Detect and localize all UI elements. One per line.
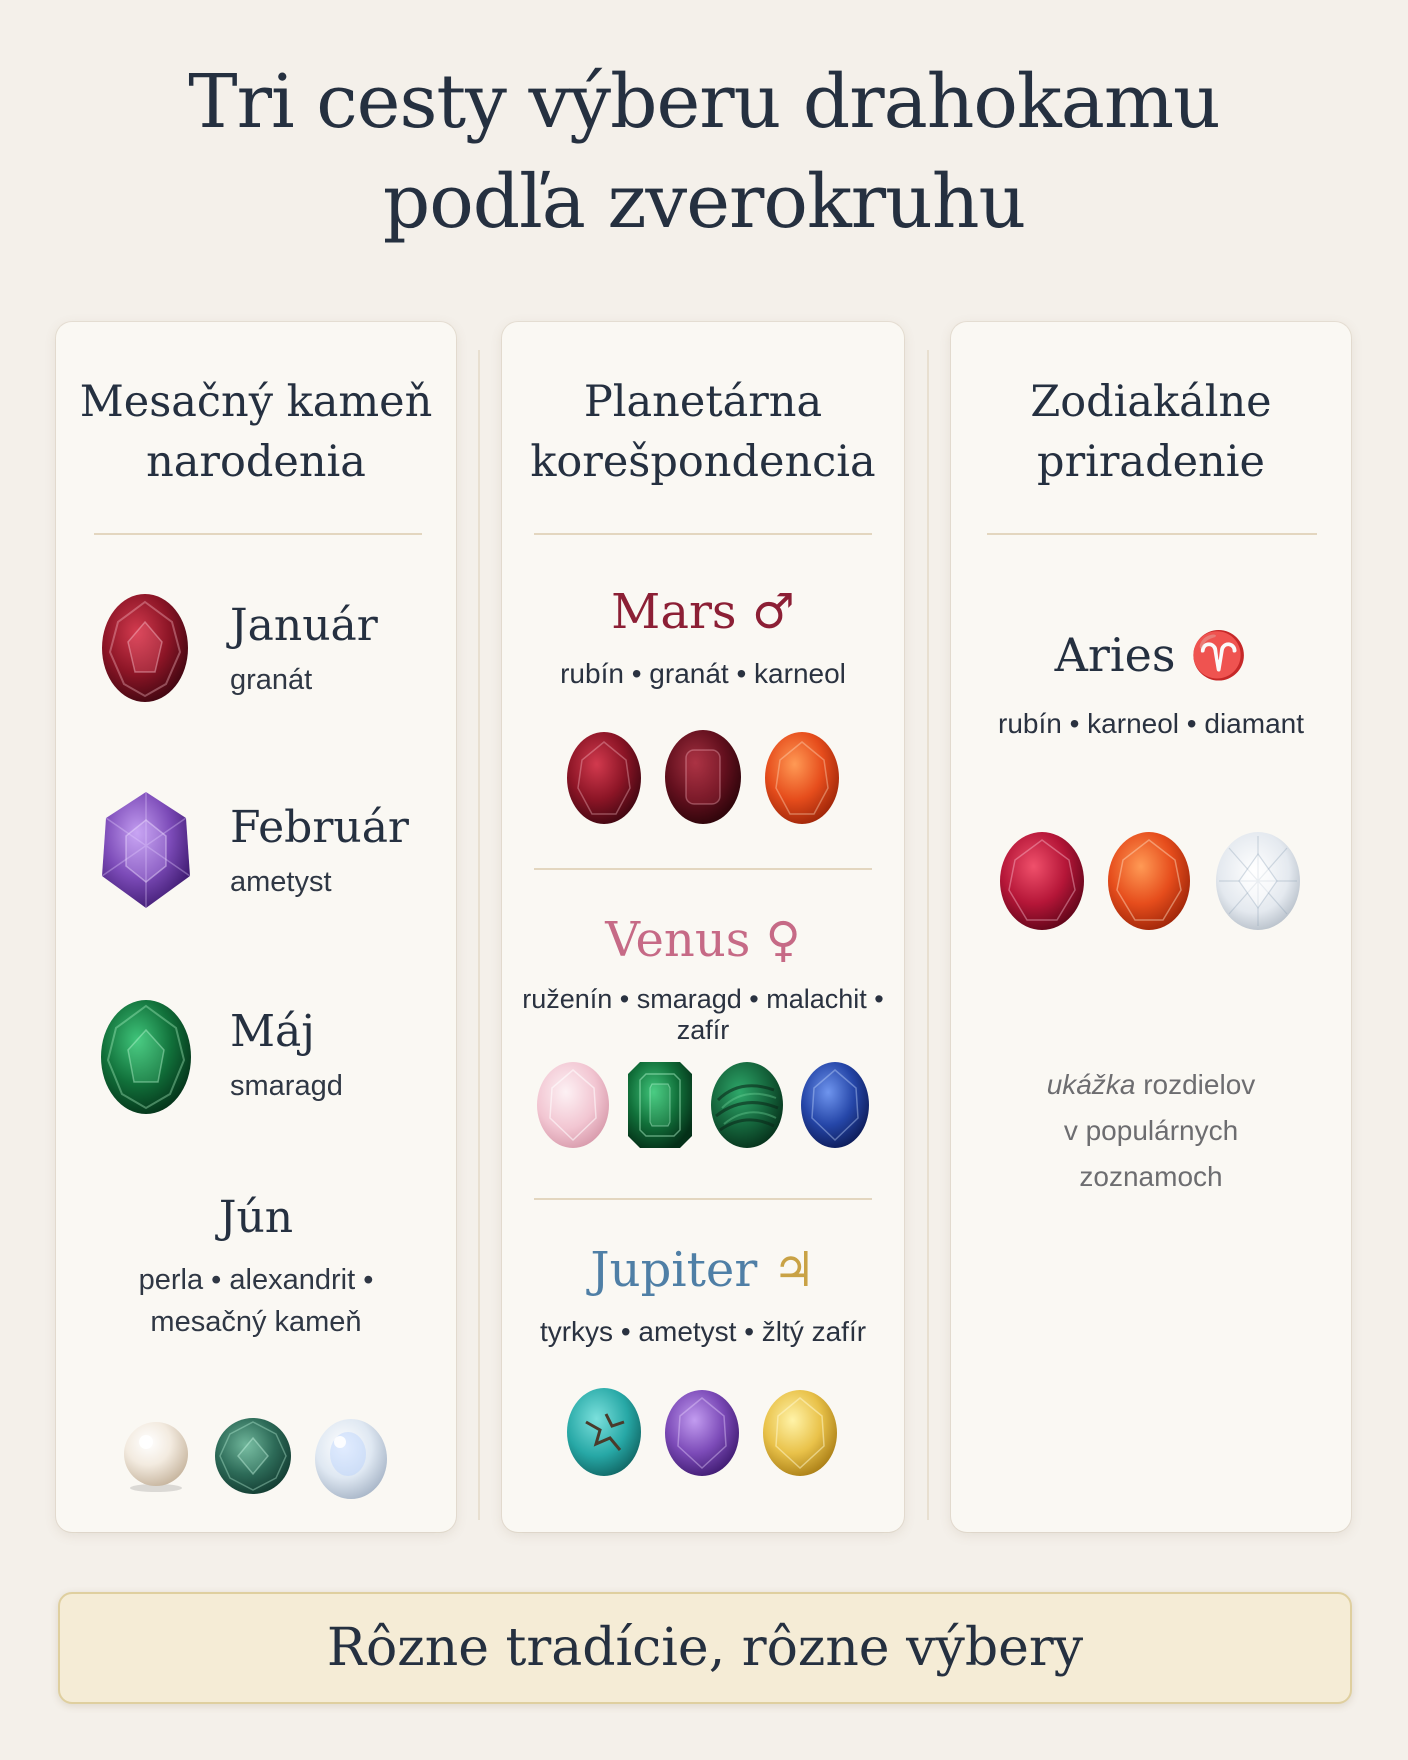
ruby-gem-icon bbox=[999, 830, 1085, 932]
planet-venus-name: Venus bbox=[605, 912, 751, 968]
heading-divider bbox=[534, 533, 872, 535]
sapphire-gem-icon bbox=[800, 1060, 870, 1150]
diamond-gem-icon bbox=[1215, 830, 1301, 932]
month-stone-january: granát bbox=[230, 664, 313, 696]
aries-symbol-icon: ♈ bbox=[1190, 628, 1248, 682]
rose-quartz-gem-icon bbox=[536, 1060, 610, 1150]
pearl-icon bbox=[122, 1420, 190, 1492]
page-title bbox=[0, 52, 1408, 252]
month-stone-may: smaragd bbox=[230, 1070, 343, 1102]
column-divider bbox=[478, 350, 480, 1520]
heading-divider bbox=[987, 533, 1317, 535]
birth-month-column bbox=[56, 322, 456, 1532]
planet-mars-name: Mars bbox=[611, 584, 737, 640]
jupiter-symbol-icon: ♃ bbox=[772, 1242, 816, 1298]
carnelian-gem-icon bbox=[764, 730, 840, 826]
zodiac-note: ukážka rozdielov v populárnych zoznamoch bbox=[1046, 1069, 1256, 1192]
month-name-june: Jún bbox=[218, 1192, 294, 1243]
month-stones-june-line1: perla • alexandrit • bbox=[138, 1264, 374, 1296]
amethyst-gem-icon bbox=[100, 790, 192, 910]
column-divider bbox=[927, 350, 929, 1520]
planet-venus-stones: ruženín • smaragd • malachit • zafír bbox=[522, 984, 884, 1045]
zodiac-heading: Zodiakálne priradenie bbox=[1030, 377, 1272, 487]
garnet-gem-icon bbox=[100, 592, 190, 704]
page-title-line2: podľa zverokruhu bbox=[382, 159, 1026, 245]
heading-divider bbox=[94, 533, 422, 535]
section-divider bbox=[534, 868, 872, 870]
month-name-january: Január bbox=[230, 600, 378, 651]
alexandrite-gem-icon bbox=[214, 1416, 292, 1496]
amethyst-gem-icon bbox=[664, 1388, 740, 1478]
page-title-line1: Tri cesty výberu drahokamu bbox=[188, 59, 1220, 145]
malachite-gem-icon bbox=[710, 1060, 784, 1150]
planet-mars-title bbox=[502, 584, 904, 640]
yellow-sapphire-gem-icon bbox=[762, 1388, 838, 1478]
mars-symbol-icon: ♂ bbox=[751, 584, 795, 640]
planetary-heading: Planetárna korešpondencia bbox=[530, 377, 876, 487]
zodiac-column bbox=[951, 322, 1351, 1532]
month-name-february: Február bbox=[230, 802, 409, 853]
turquoise-gem-icon bbox=[566, 1386, 642, 1478]
zodiac-stones: rubín • karneol • diamant bbox=[998, 708, 1304, 739]
planet-jupiter-title bbox=[502, 1242, 904, 1298]
venus-symbol-icon: ♀ bbox=[765, 912, 801, 968]
garnet-gem-icon bbox=[664, 728, 742, 826]
month-stone-february: ametyst bbox=[230, 866, 332, 898]
birth-month-heading: Mesačný kameň narodenia bbox=[79, 377, 433, 487]
section-divider bbox=[534, 1198, 872, 1200]
zodiac-note-italic: ukážka bbox=[1046, 1069, 1136, 1100]
planet-mars-stones: rubín • granát • karneol bbox=[560, 658, 846, 689]
month-stones-june-line2: mesačný kameň bbox=[150, 1306, 362, 1338]
zodiac-sign-name: Aries bbox=[1054, 628, 1176, 682]
moonstone-icon bbox=[314, 1418, 388, 1500]
planetary-column bbox=[502, 322, 904, 1532]
planet-jupiter-name: Jupiter bbox=[590, 1242, 758, 1298]
planet-venus-title bbox=[502, 912, 904, 968]
emerald-gem-icon bbox=[626, 1060, 694, 1150]
emerald-gem-icon bbox=[100, 998, 192, 1116]
footer-banner: Rôzne tradície, rôzne výbery bbox=[58, 1592, 1352, 1704]
carnelian-gem-icon bbox=[1107, 830, 1191, 932]
zodiac-sign-title bbox=[951, 628, 1351, 683]
month-name-may: Máj bbox=[230, 1006, 315, 1057]
ruby-gem-icon bbox=[566, 730, 642, 826]
planet-jupiter-stones: tyrkys • ametyst • žltý zafír bbox=[539, 1316, 867, 1347]
